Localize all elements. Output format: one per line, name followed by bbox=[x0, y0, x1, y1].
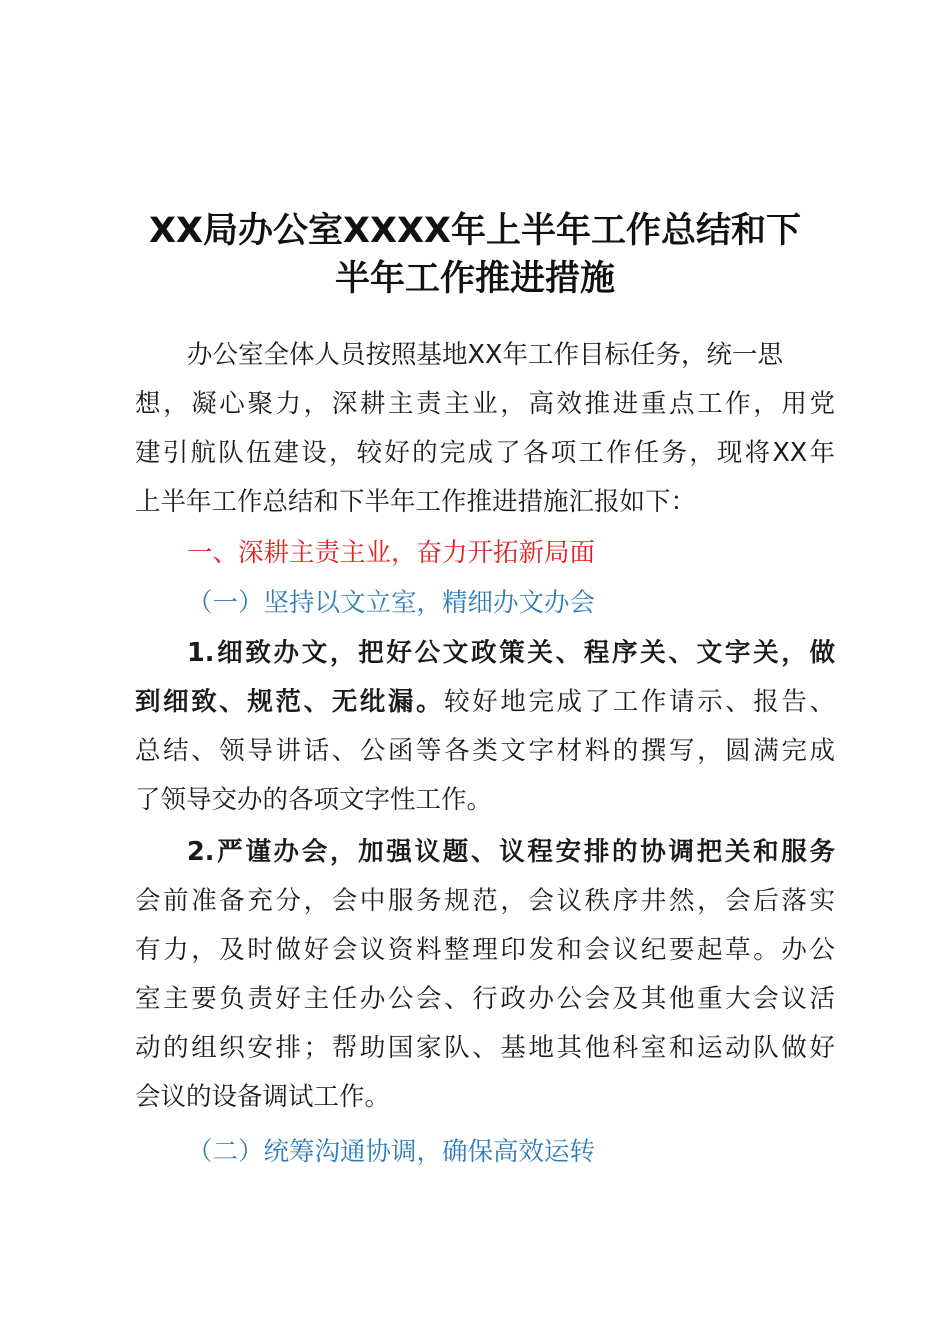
item-1-line-2-text: 较好地完成了工作请示、报告、 bbox=[444, 687, 835, 717]
section-1-heading: 一、深耕主责主业，奋力开拓新局面 bbox=[187, 538, 596, 568]
item-2-line-5: 动的组织安排；帮助国家队、基地其他科室和运动队做好 bbox=[135, 1033, 835, 1063]
item-2-line-6: 会议的设备调试工作。 bbox=[135, 1082, 391, 1112]
subsection-1-heading: （一）坚持以文立室，精细办文办会 bbox=[187, 588, 596, 618]
document-title-line-1: XX局办公室XXXX年上半年工作总结和下 bbox=[149, 211, 801, 251]
item-1-line-2 bbox=[135, 682, 835, 722]
subsection-2-heading: （二）统筹沟通协调，确保高效运转 bbox=[187, 1137, 596, 1167]
intro-line-3: 建引航队伍建设，较好的完成了各项工作任务，现将XX年 bbox=[135, 438, 835, 468]
item-1-heading-line-1: 1.细致办文，把好公文政策关、程序关、文字关，做 bbox=[187, 638, 835, 668]
item-1-line-3: 总结、领导讲话、公函等各类文字材料的撰写，圆满完成 bbox=[135, 736, 835, 766]
item-1-line-4: 了领导交办的各项文字性工作。 bbox=[135, 785, 493, 815]
intro-line-2: 想，凝心聚力，深耕主责主业，高效推进重点工作，用党 bbox=[135, 389, 835, 419]
item-2-line-2: 会前准备充分，会中服务规范，会议秩序井然，会后落实 bbox=[135, 886, 835, 916]
item-2-heading: 2.严谨办会，加强议题、议程安排的协调把关和服务 bbox=[187, 837, 835, 867]
item-1-heading-line-2: 到细致、规范、无纰漏。 bbox=[135, 687, 445, 717]
intro-line-4: 上半年工作总结和下半年工作推进措施汇报如下： bbox=[135, 487, 697, 517]
item-2-line-4: 室主要负责好主任办公会、行政办公会及其他重大会议活 bbox=[135, 984, 835, 1014]
intro-line-1: 办公室全体人员按照基地XX年工作目标任务，统一思 bbox=[187, 340, 783, 370]
item-2-line-3: 有力，及时做好会议资料整理印发和会议纪要起草。办公 bbox=[135, 935, 835, 965]
document-title-line-2: 半年工作推进措施 bbox=[334, 259, 615, 299]
